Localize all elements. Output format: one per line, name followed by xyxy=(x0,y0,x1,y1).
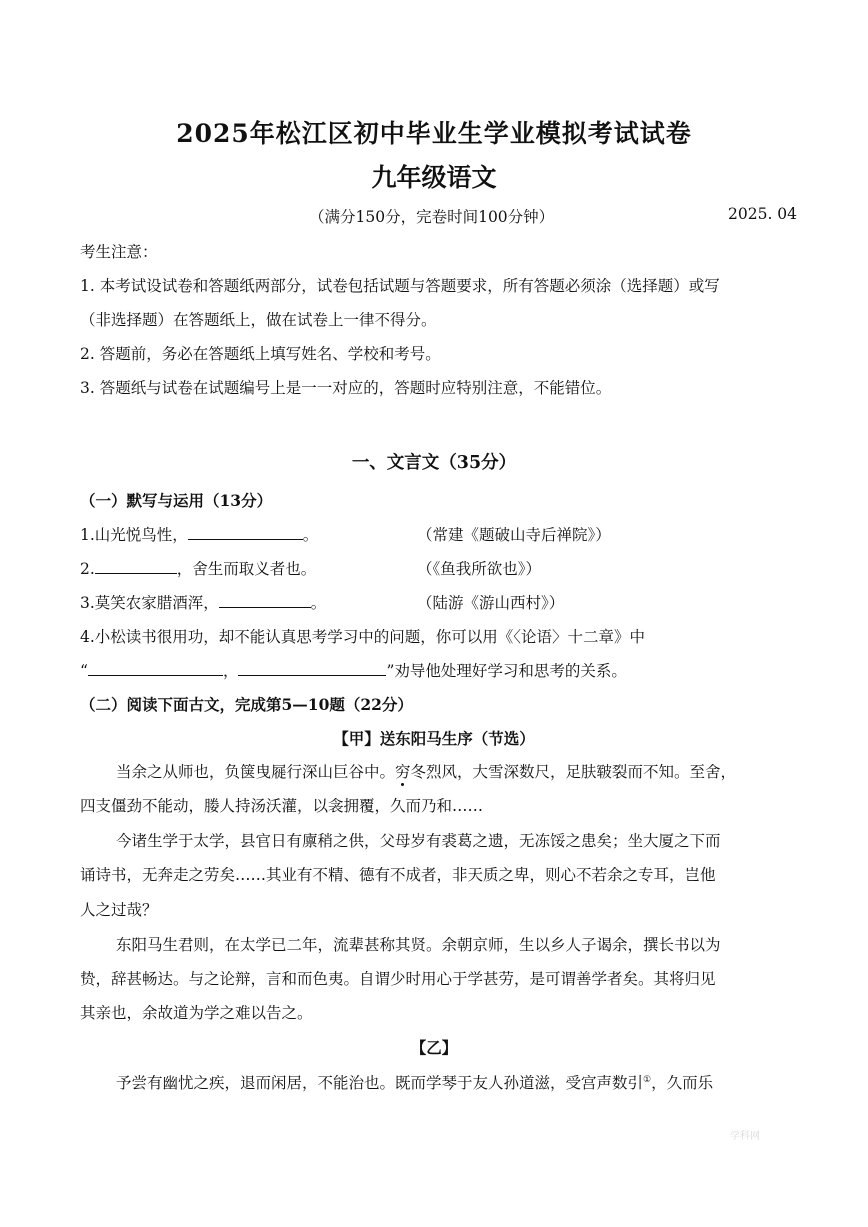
exam-date: 2025. 04 xyxy=(728,205,798,223)
jia-p3-line-2: 贽，辞甚畅达。与之论辩，言和而色夷。自谓少时用心于学甚劳，是可谓善学者矣。其将归见 xyxy=(80,970,716,988)
answer-blank-4a[interactable] xyxy=(88,661,223,676)
answer-blank-2[interactable] xyxy=(95,559,177,574)
yi-p1-line-1-b: ，久而乐 xyxy=(651,1074,714,1092)
question-1-source: （常建《题破山寺后禅院》） xyxy=(417,526,611,544)
question-2-prefix: 2. xyxy=(80,560,95,578)
jia-p1-line-1 xyxy=(116,760,736,782)
question-4-close: ”劝导他处理好学习和思考的关系。 xyxy=(386,662,627,680)
part-1-heading: （一）默写与运用（13分） xyxy=(80,491,273,510)
notice-item-3: 3. 答题纸与试卷在试题编号上是一一对应的，答题时应特别注意，不能错位。 xyxy=(80,379,612,397)
notice-item-1-line-1: 1. 本考试设试卷和答题纸两部分，试卷包括试题与答题要求，所有答题必须涂（选择题）或写 xyxy=(80,277,720,295)
passage-yi-title: 【乙】 xyxy=(410,1038,458,1057)
question-3-end: 。 xyxy=(310,594,327,612)
question-1-text: 1.山光悦鸟性， xyxy=(80,526,188,544)
emphasis-dot-char: 穷 xyxy=(395,763,411,781)
jia-p1-line-1-b: 冬烈风，大雪深数尺，足肤皲裂而不知。至舍， xyxy=(410,763,737,781)
question-3-source: （陆游《游山西村》） xyxy=(417,594,565,612)
question-4-line-2 xyxy=(80,659,627,681)
exam-info: （满分150分，完卷时间100分钟） xyxy=(309,208,555,226)
question-4-line-1: 4.小松读书很用功，却不能认真思考学习中的问题，你可以用《〈论语〉十二章》中 xyxy=(80,628,646,646)
question-2-source: （《鱼我所欲也》） xyxy=(417,560,542,578)
answer-blank-1[interactable] xyxy=(188,525,303,540)
yi-p1-line-1 xyxy=(116,1071,713,1093)
page-title: 2025年松江区初中毕业生学业模拟考试试卷 xyxy=(176,119,692,148)
jia-p1-line-1-a: 当余之从师也，负箧曳屣行深山巨谷中。 xyxy=(116,763,396,781)
question-3 xyxy=(80,591,326,613)
jia-p1-line-2: 四支僵劲不能动，媵人持汤沃灌，以衾拥覆，久而乃和…… xyxy=(80,797,484,815)
question-1-end: 。 xyxy=(302,526,319,544)
jia-p2-line-3: 人之过哉？ xyxy=(80,901,158,919)
section-1-heading: 一、文言文（35分） xyxy=(351,453,517,473)
page-subtitle: 九年级语文 xyxy=(371,163,497,192)
question-4-open-quote: “ xyxy=(80,662,88,680)
jia-p2-line-2: 诵诗书，无奔走之劳矣……其业有不精、德有不成者，非天质之卑，则心不若余之专耳，岂他 xyxy=(80,866,716,884)
answer-blank-3[interactable] xyxy=(219,593,311,608)
answer-blank-4b[interactable] xyxy=(238,661,386,676)
watermark: 学科网 xyxy=(730,1131,760,1142)
notice-heading: 考生注意： xyxy=(80,243,158,261)
notice-item-1-line-2: （非选择题）在答题纸上，做在试卷上一律不得分。 xyxy=(80,311,437,329)
jia-p2-line-1: 今诸生学于太学，县官日有廪稍之供，父母岁有裘葛之遗，无冻馁之患矣；坐大厦之下而 xyxy=(116,832,721,850)
part-2-heading: （二）阅读下面古文，完成第5—10题（22分） xyxy=(80,695,413,714)
notice-item-2: 2. 答题前，务必在答题纸上填写姓名、学校和考号。 xyxy=(80,345,441,363)
question-3-text: 3.莫笑农家腊酒浑， xyxy=(80,594,219,612)
footnote-marker: ① xyxy=(643,1074,652,1085)
question-1 xyxy=(80,523,318,545)
question-2 xyxy=(80,557,316,579)
jia-p3-line-1: 东阳马生君则，在太学已二年，流辈甚称其贤。余朝京师，生以乡人子谒余，撰长书以为 xyxy=(116,936,721,954)
question-4-comma: ， xyxy=(222,662,239,680)
yi-p1-line-1-a: 予尝有幽忧之疾，退而闲居，不能治也。既而学琴于友人孙道滋，受宫声数引 xyxy=(116,1074,644,1092)
jia-p3-line-3: 其亲也，余故道为学之难以告之。 xyxy=(80,1004,313,1022)
passage-jia-title: 【甲】送东阳马生序（节选） xyxy=(333,729,535,748)
question-2-text: ，舍生而取义者也。 xyxy=(176,560,317,578)
